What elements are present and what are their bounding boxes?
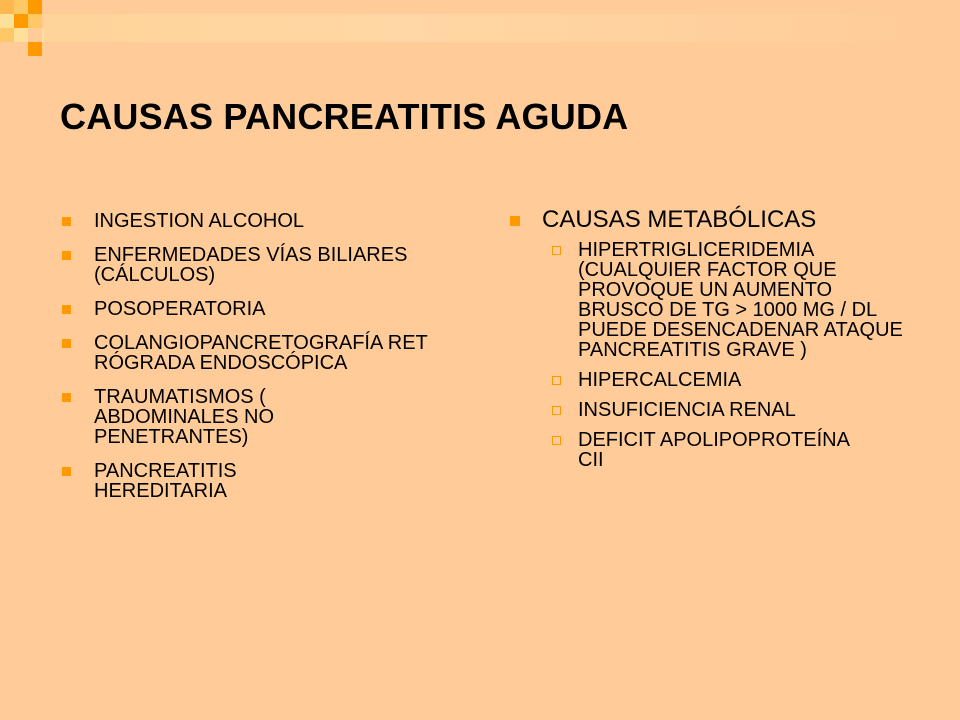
corner-square-decoration (0, 14, 14, 28)
hollow-square-icon (552, 406, 561, 415)
list-item (60, 245, 470, 285)
header-bar-decoration (44, 14, 914, 42)
list-item-label: COLANGIOPANCRETOGRAFÍA RETRÓGRADA ENDOSCÓPICA (94, 332, 428, 374)
slide-title: CAUSAS PANCREATITIS AGUDA (60, 96, 629, 137)
list-item-label: TRAUMATISMOS ( ABDOMINALES NO PENETRANTES) (94, 386, 275, 448)
corner-square-decoration (28, 0, 42, 14)
list-item-label: ENFERMEDADES VÍAS BILIARES (CÁLCULOS) (94, 244, 408, 286)
hollow-square-icon (552, 436, 561, 445)
list-item (60, 211, 470, 231)
sub-list-item (508, 400, 908, 420)
list-item-label: INGESTION ALCOHOL (94, 210, 305, 232)
filled-square-icon (62, 305, 71, 314)
list-item (60, 387, 470, 447)
hollow-square-icon (552, 376, 561, 385)
section-heading: CAUSAS METABÓLICAS (542, 206, 817, 233)
corner-square-decoration (0, 0, 14, 14)
filled-square-icon (510, 216, 520, 226)
sub-list-item-label: INSUFICIENCIA RENAL (578, 399, 796, 421)
corner-square-decoration (28, 14, 42, 28)
filled-square-icon (62, 251, 71, 260)
left-cause-list (60, 211, 470, 515)
sub-list-item (508, 370, 908, 390)
hollow-square-icon (552, 246, 561, 255)
list-item (60, 333, 470, 373)
list-item-label: PANCREATITIS HEREDITARIA (94, 460, 237, 502)
sub-list-item-label: DEFICIT APOLIPOPROTEÍNA CII (578, 429, 849, 471)
filled-square-icon (62, 217, 71, 226)
list-item (60, 461, 470, 501)
sub-list-item (508, 240, 908, 360)
sub-list-item (508, 430, 908, 470)
corner-square-decoration (14, 28, 28, 42)
list-item (60, 299, 470, 319)
filled-square-icon (62, 339, 71, 348)
corner-square-decoration (14, 0, 28, 14)
corner-square-decoration (14, 14, 28, 28)
filled-square-icon (62, 467, 71, 476)
list-item (508, 206, 908, 470)
corner-square-decoration (28, 42, 42, 56)
metabolic-sub-list (542, 240, 908, 470)
list-item-label: POSOPERATORIA (94, 298, 266, 320)
sub-list-item-label: HIPERCALCEMIA (578, 369, 742, 391)
right-cause-list (508, 206, 908, 480)
sub-list-item-label: HIPERTRIGLICERIDEMIA (CUALQUIER FACTOR QUE PROVOQUE UN AUMENTO BRUSCO DE TG > 1000 MG / DL PUEDE DESENCADENAR ATAQUE PANCREATITIS GRAVE ) (578, 239, 903, 361)
filled-square-icon (62, 393, 71, 402)
corner-square-decoration (0, 28, 14, 42)
